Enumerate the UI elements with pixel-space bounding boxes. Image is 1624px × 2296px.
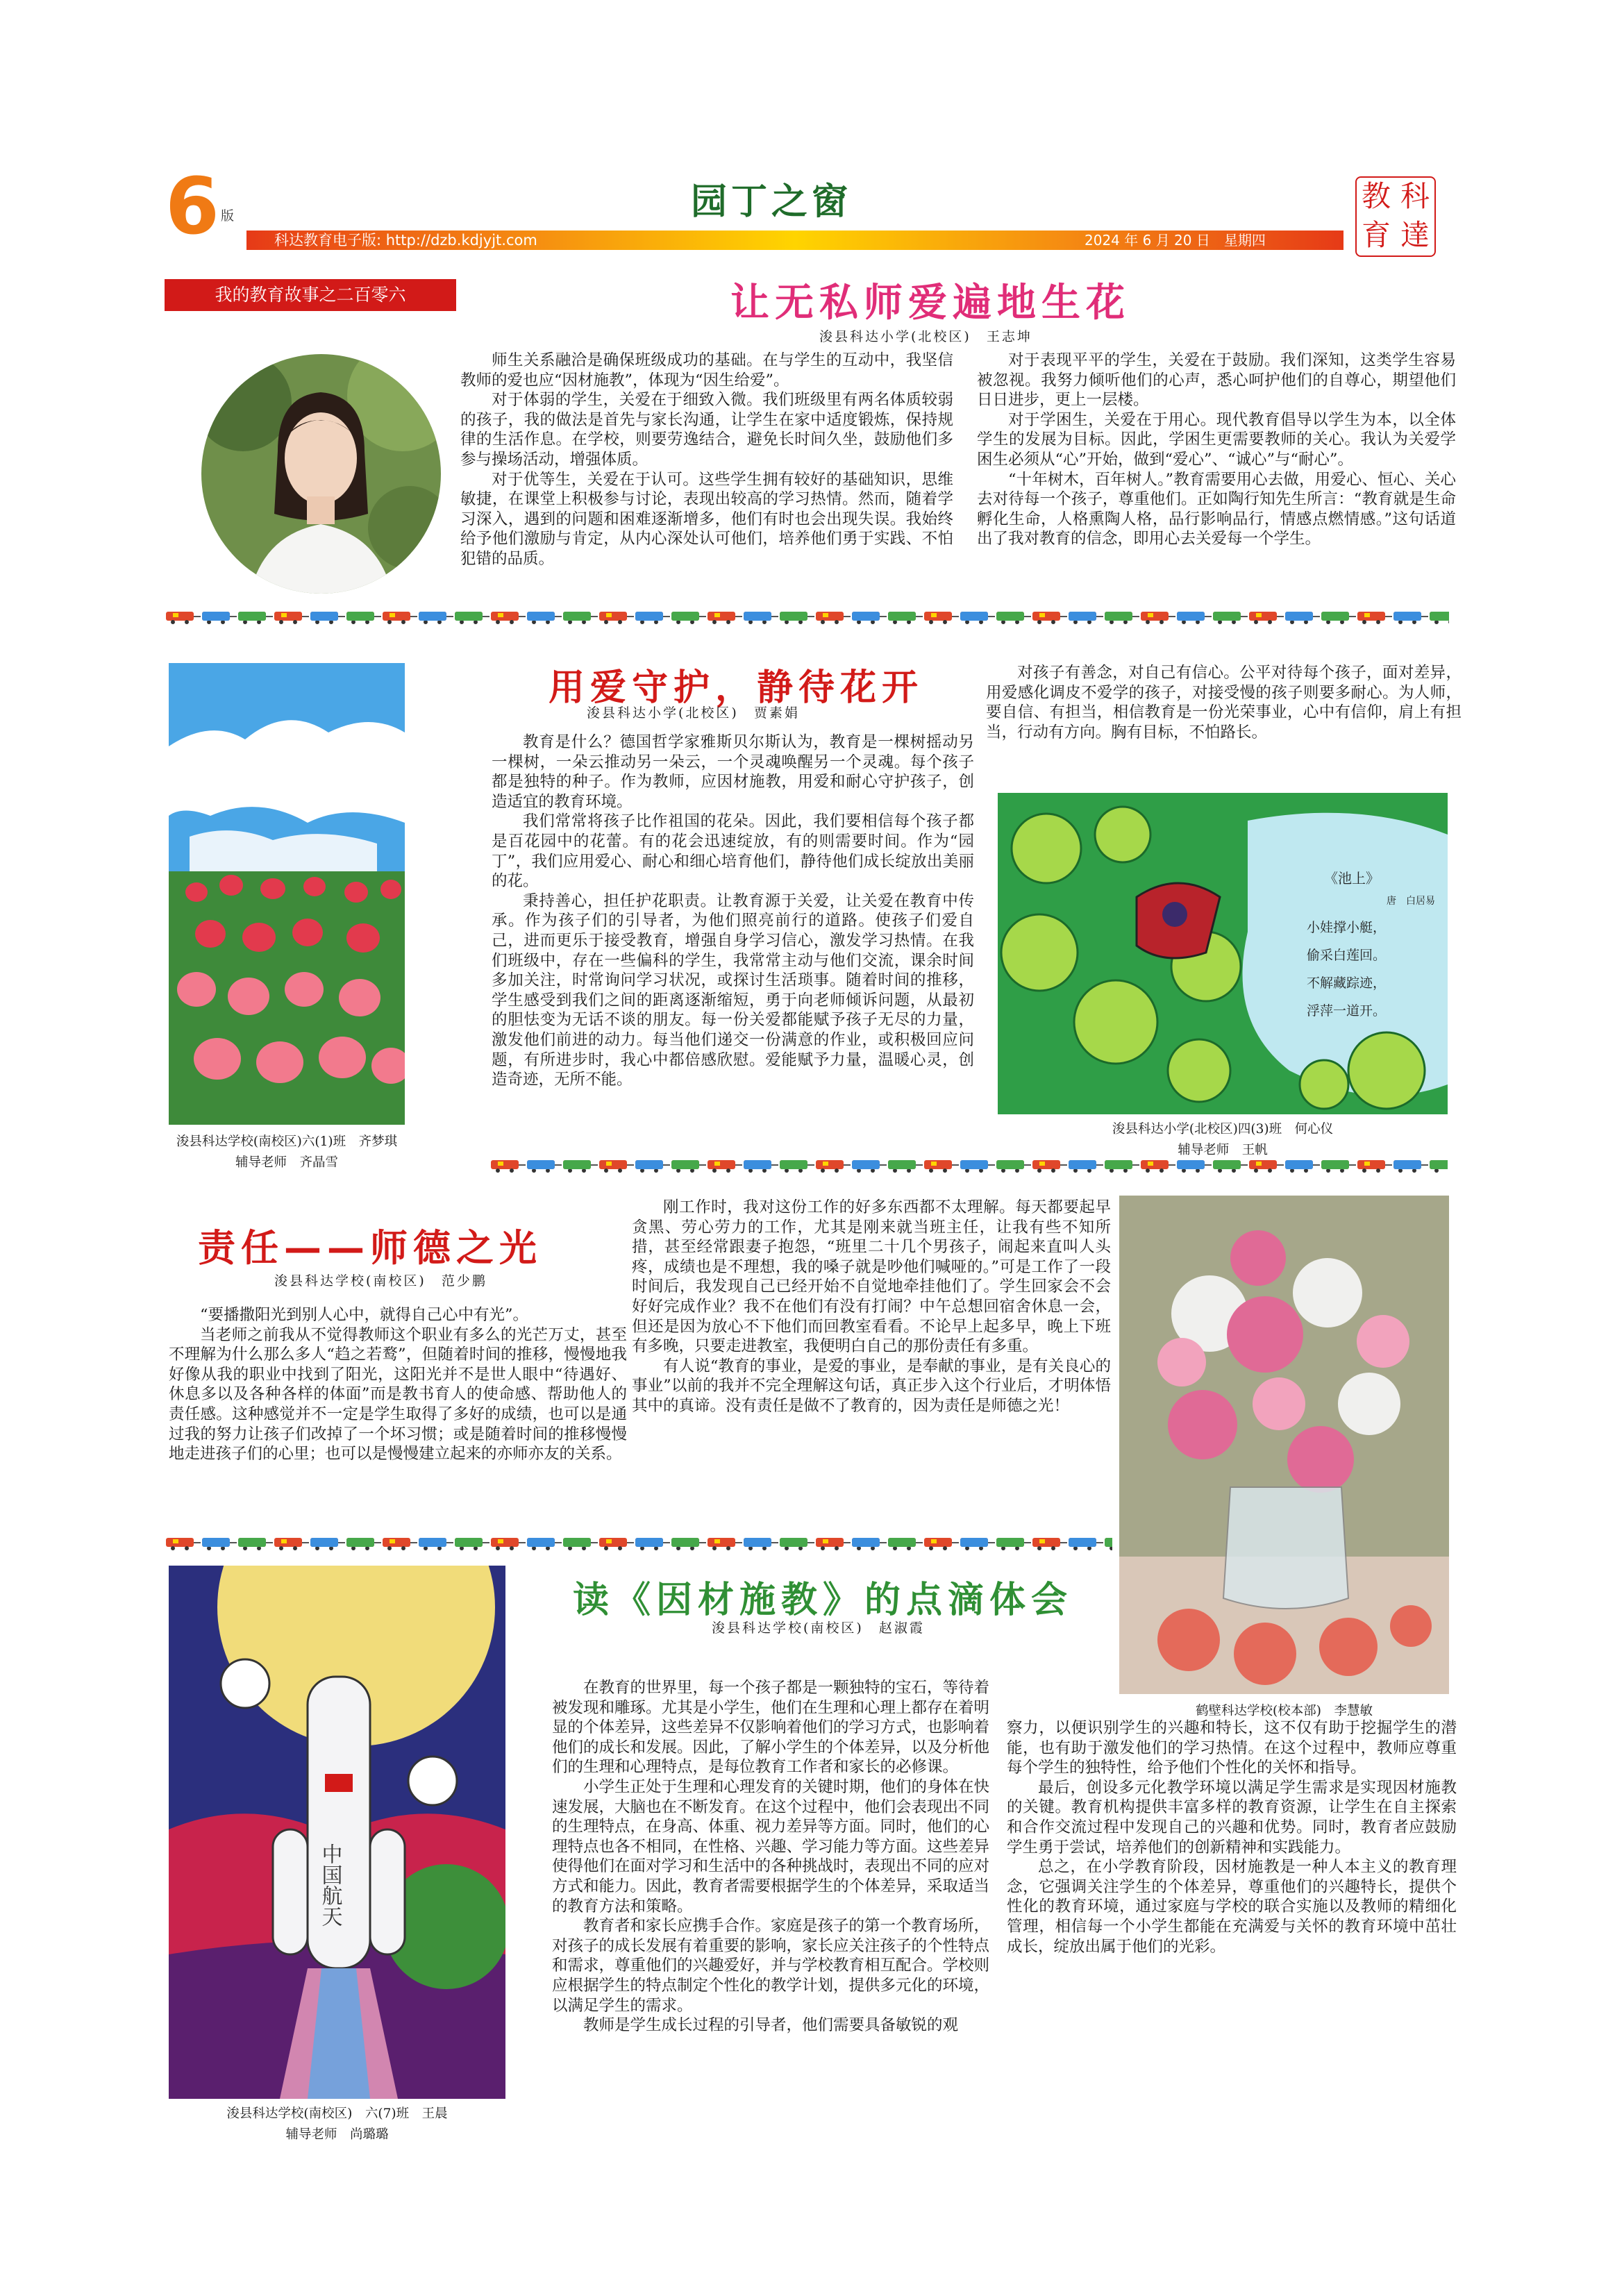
paragraph: 教师是学生成长过程的引导者，他们需要具备敏锐的观 [583,2016,959,2035]
article2-byline: 浚县科达小学(北校区) 贾素娟 [587,705,800,721]
paragraph: 对于优等生，关爱在于认可。这些学生拥有较好的基础知识，思维敏捷，在课堂上积极参与讨论，表现出较高的学习热情。然而，随着学习深入，遇到的问题和困难逐渐增多，他们有时也会出现失误。我始终给予他们激励与肯定，从内心深处认可他们，培养他们勇于实践、不怕犯错的品质。 [460,470,953,568]
logo-char: 育 [1361,218,1391,252]
poem-line: 小娃撑小艇， [1307,920,1387,935]
flower-vase-painting [1119,1196,1449,1694]
paragraph: 对孩子有善念，对自己有信心。公平对待每个孩子，面对差异，用爱感化调皮不爱学的孩子，对接受慢的孩子则要多耐心。为人师，要自信、有担当，相信教育是一份光荣事业，心中有信仰，肩上有担当，行动有方向。胸有目标，不怕路长。 [986,664,1462,741]
paragraph: 我们常常将孩子比作祖国的花朵。因此，我们要相信每个孩子都是百花园中的花蕾。有的花会迅速绽放，有的则需要时间。作为“园丁”，我们应用爱心、耐心和细心培育他们，静待他们成长绽放出美丽的花。 [492,812,974,891]
poem-author: 唐 白居易 [1387,896,1435,907]
paragraph: 在教育的世界里，每一个孩子都是一颗独特的宝石，等待着被发现和雕琢。尤其是小学生，他们在生理和心理上都存在着明显的个体差异，这些差异不仅影响着他们的学习方式，也影响着他们的成长和发展。因此，了解小学生的个体差异，以及分析他们的生理和心理特点，是每位教育工作者和家长的必修课。 [552,1679,990,1777]
poem-title: 《池上》 [1324,870,1380,887]
column-label: 我的教育故事之二百零六 [165,279,456,311]
rocket-label: 中国航天 [317,1843,342,1927]
paragraph: 刚工作时，我对这份工作的好多东西都不太理解。每天都要起早贪黑、劳心劳力的工作，尤其是刚来就当班主任，让我有些不知所措，甚至经常跟妻子抱怨，“班里二十几个男孩子，闹起来直叫人头疼，成绩也是不理想，我的嗓子就是吵他们喊哑的。”可是工作了一段时间后，我发现自己已经开始不自觉地牵挂他们了。学生回家会不会好好完成作业？我不在他们有没有打闹？中午总想回宿舍休息一会，但还是因为放心不下他们而回教室看看。不论早上起多早，晚上下班有多晚，只要走进教室，我便明白自己的那份责任有多重。 [632,1198,1111,1356]
rocket-painting [169,1566,505,2099]
article2-title: 用爱守护，静待花开 [549,667,924,709]
article2-col2 [986,663,1462,742]
article3-byline: 浚县科达学校(南校区) 范少鹏 [274,1273,487,1289]
caption-line: 辅导老师 尚璐璐 [285,2127,389,2142]
logo-char: 科 [1400,179,1430,213]
article4-col2 [1007,1718,1457,1956]
logo-char: 達 [1400,218,1430,252]
caption-line: 浚县科达小学(北校区)四(3)班 何心仪 [1112,1122,1334,1137]
article1-col1 [460,351,953,569]
train-divider [165,610,1449,625]
paragraph: “要播撒阳光到别人心中，就得自己心中有光”。 [200,1306,529,1324]
caption-line: 浚县科达学校(南校区)六(1)班 齐梦琪 [176,1134,398,1149]
paragraph: 对于体弱的学生，关爱在于细致入微。我们班级里有两名体质较弱的孩子，我的做法是首先与家长沟通，让学生在家中适度锻炼，保持规律的生活作息。在学校，则要劳逸结合，避免长时间久坐，鼓励他们多参与操场活动，增强体质。 [460,391,953,469]
article1-title: 让无私师爱遍地生花 [730,280,1130,326]
article1-byline: 浚县科达小学(北校区) 王志坤 [819,329,1032,344]
logo-char: 教 [1361,179,1391,213]
newspaper-logo [1355,176,1436,257]
issue-date: 2024 年 6 月 20 日 星期四 [1085,232,1266,249]
paragraph: “十年树木，百年树人。”教育需要用心去做，用爱心、恒心、关心去对待每一个孩子，尊重他们。正如陶行知先生所言：“教育就是生命孵化生命，人格熏陶人格，品行影响品行，情感点燃情感。”这句话道出了我对教育的信念，即用心去关爱每一个学生。 [977,470,1456,548]
pond-painting [998,793,1448,1114]
article3-title: 责任——师德之光 [198,1226,542,1270]
article3-col1 [169,1305,627,1464]
paragraph: 察力，以便识别学生的兴趣和特长，这不仅有助于挖掘学生的潜能，也有助于激发他们的学习热情。在这个过程中，教师应尊重每个学生的独特性，给予他们个性化的关怀和指导。 [1007,1719,1457,1777]
caption-line: 辅导老师 齐晶雪 [235,1155,338,1170]
site-info[interactable]: 科达教育电子版: http://dzb.kdjyjt.com [274,232,537,249]
paragraph: 小学生正处于生理和心理发育的关键时期，他们的身体在快速发展，大脑也在不断发育。在这个过程中，他们会表现出不同的生理特点，在身高、体重、视力差异等方面。同时，他们的心理特点也各不相同，在性格、兴趣、学习能力等方面。这些差异使得他们在面对学习和生活中的各种挑战时，表现出不同的应对方式和能力。因此，教育者需要根据学生的个体差异，采取适当的教育方法和策略。 [552,1777,990,1916]
caption-line: 鹤壁科达学校(校本部) 李慧敏 [1196,1704,1373,1718]
tulip-caption [169,1132,405,1173]
article1-col2 [977,351,1456,549]
article4-title: 读《因材施教》的点滴体会 [573,1579,1073,1621]
paragraph: 教育者和家长应携手合作。家庭是孩子的第一个教育场所，对孩子的成长发展有着重要的影响，家长应关注孩子的个性特点和需求，尊重他们的兴趣爱好，并与学校教育相互配合。学校则应根据学生的特点制定个性化的教学计划，提供多元化的环境，以满足学生的需求。 [552,1917,990,2015]
paragraph: 最后，创设多元化教学环境以满足学生需求是实现因材施教的关键。教育机构提供丰富多样的教育资源，让学生在自主探索和合作交流过程中发现自己的兴趣和优势。同时，教育者应鼓励学生勇于尝试，培养他们的创新精神和实践能力。 [1007,1778,1457,1857]
poem-line: 偷采白莲回。 [1307,948,1387,963]
rocket-caption [169,2104,505,2145]
caption-line: 浚县科达学校(南校区) 六(7)班 王晨 [226,2106,448,2121]
paragraph: 对于学困生，关爱在于用心。现代教育倡导以学生为本，以全体学生的发展为目标。因此，学困生更需要教师的关心。我认为关爱学困生必须从“心”开始，做到“爱心”、“诚心”与“耐心”。 [977,410,1456,469]
poem-line: 不解藏踪迹， [1307,975,1387,991]
article3-col2 [632,1198,1111,1416]
page-suffix: 版 [221,208,235,224]
paragraph: 对于表现平平的学生，关爱在于鼓励。我们深知，这类学生容易被忽视。我努力倾听他们的心声，悉心呵护他们的自尊心，期望他们日日进步，更上一层楼。 [977,351,1456,410]
article4-byline: 浚县科达学校(南校区) 赵淑霞 [712,1620,925,1636]
paragraph: 有人说“教育的事业，是爱的事业，是奉献的事业，是有关良心的事业”以前的我并不完全理解这句话，真正步入这个行业后，才明体悟其中的真谛。没有责任是做不了教育的，因为责任是师德之光！ [632,1357,1111,1415]
tulip-painting [169,663,405,1125]
teacher-portrait [201,354,441,594]
paragraph: 教育是什么？德国哲学家雅斯贝尔斯认为，教育是一棵树摇动另一棵树，一朵云推动另一朵云，一个灵魂唤醒另一个灵魂。每个孩子都是独特的种子。作为教师，应因材施教，用爱和耐心守护孩子，创造适宜的教育环境。 [492,733,974,811]
train-divider [489,1158,1448,1173]
paragraph: 秉持善心，担任护花职责。让教育源于关爱，让关爱在教育中传承。作为孩子们的引导者，为他们照亮前行的道路。使孩子们爱自己，进而更乐于接受教育，增强自身学习信心，激发学习热情。在我们班级中，存在一些偏科的学生，我常常主动与他们交流，课余时间多加关注，时常询问学习状况，或探讨生活琐事。随着时间的推移，学生感受到我们之间的距离逐渐缩短，勇于向老师倾诉问题，从最初的胆怯变为无话不谈的朋友。每一份关爱都能赋予孩子无尽的力量，激发他们前进的动力。每当他们递交一份满意的作业，或积极回应问题，有所进步时，我心中都倍感欣慰。爱能赋予力量，温暖心灵，创造奇迹，无所不能。 [492,891,974,1089]
section-title: 园丁之窗 [691,181,853,223]
article4-col1 [552,1678,989,2036]
train-divider [165,1536,1112,1551]
paragraph: 师生关系融洽是确保班级成功的基础。在与学生的互动中，我坚信教师的爱也应“因材施教”，体现为“因生给爱”。 [460,351,953,389]
paragraph: 总之，在小学教育阶段，因材施教是一种人本主义的教育理念，它强调关注学生的个体差异，尊重他们的兴趣特长，提供个性化的教育环境，通过家庭与学校的联合实施以及教师的精细化管理，相信每一个小学生都能在充满爱与关怀的教育环境中茁壮成长，绽放出属于他们的光彩。 [1007,1858,1457,1956]
page-number: 6 [165,162,219,252]
pond-caption [998,1119,1448,1161]
article2-col1 [492,732,974,1090]
poem-line: 浮萍一道开。 [1307,1003,1387,1019]
paragraph: 当老师之前我从不觉得教师这个职业有多么的光芒万丈，甚至不理解为什么那么多人“趋之若鹜”，但随着时间的推移，慢慢地我好像从我的职业中找到了阳光，这阳光并不是世人眼中“待遇好、休息多以及各种各样的体面”而是教书育人的使命感、帮助他人的责任感。这种感觉并不一定是学生取得了多好的成绩，也可以是通过我的努力让孩子们改掉了一个坏习惯；或是随着时间的推移慢慢地走进孩子们的心里；也可以是慢慢建立起来的亦师亦友的关系。 [169,1325,627,1464]
caption-line: 辅导老师 王帆 [1178,1143,1268,1157]
